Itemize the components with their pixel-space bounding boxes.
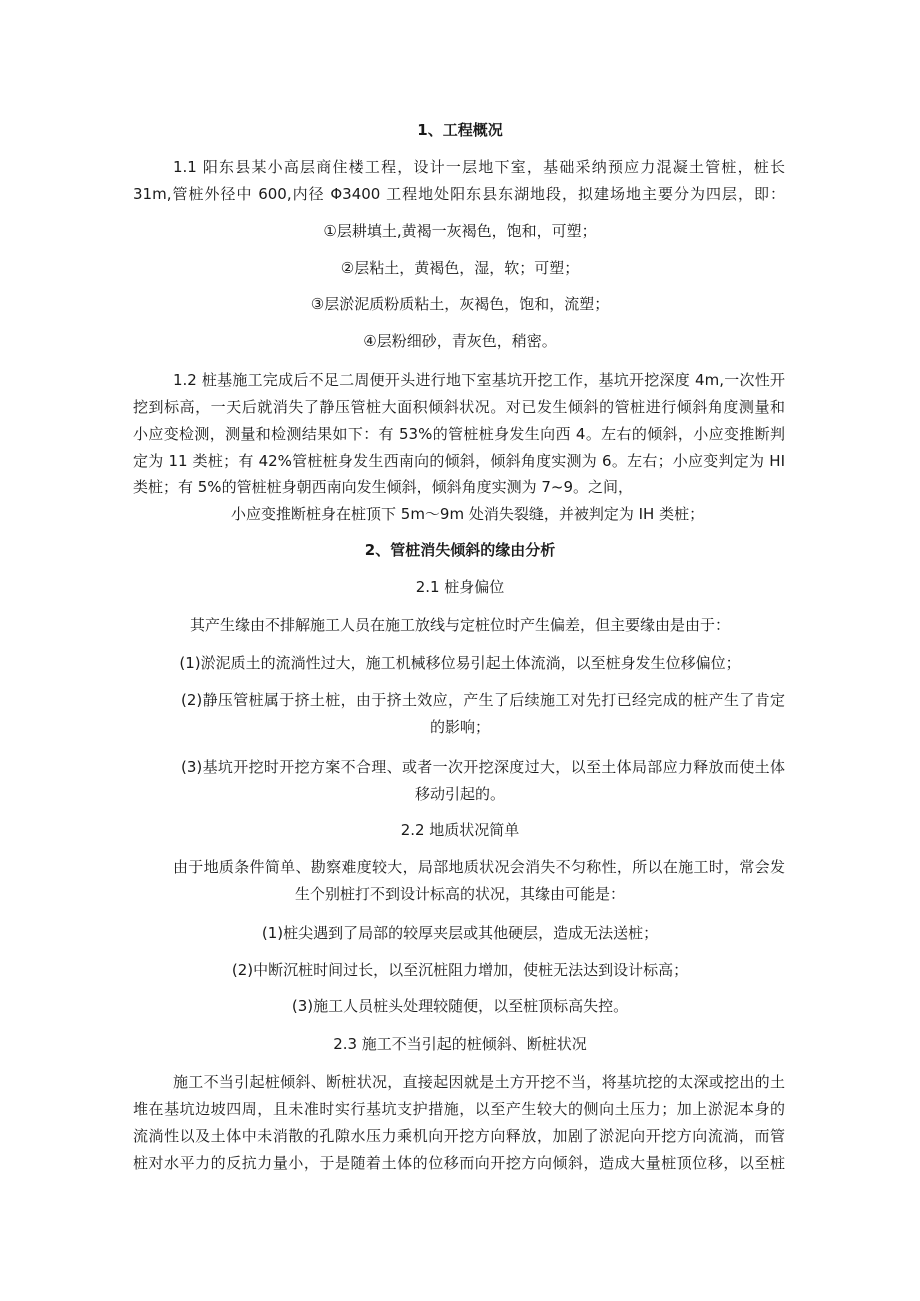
section-2-2-item-3: (3)施工人员桩头处理较随便，以至桩顶标高失控。 xyxy=(291,997,629,1015)
para-1-2-line-3: 小应变检测，测量和检测结果如下：有 53%的管桩桩身发生向西 4。左右的倾斜，小应变推断判 xyxy=(133,425,785,443)
section-2-3-line-1: 施工不当引起桩倾斜、断桩状况，直接起因就是土方开挖不当，将基坑挖的太深或挖出的土 xyxy=(173,1073,785,1091)
section-2-1-item-2-line-2: 的影响； xyxy=(429,718,490,736)
section-2-2-item-1: (1)桩尖遇到了局部的较厚夹层或其他硬层，造成无法送桩； xyxy=(261,924,659,942)
section-2-heading: 2、管桩消失倾斜的缘由分析 xyxy=(364,541,556,559)
section-2-3-line-3: 流淌性以及土体中未消散的孔隙水压力乘机向开挖方向释放，加剧了淤泥向开挖方向流淌，而管 xyxy=(133,1127,785,1145)
section-2-1-heading: 2.1 桩身偏位 xyxy=(415,578,505,596)
section-2-2-intro-line-1: 由于地质条件简单、勘察难度较大，局部地质状况会消失不匀称性，所以在施工时，常会发 xyxy=(173,858,785,876)
para-1-2-line-6: 小应变推断桩身在桩顶下 5m〜9m 处消失裂缝，并被判定为 IH 类桩； xyxy=(231,505,705,523)
section-2-2-heading: 2.2 地质状况简单 xyxy=(400,821,520,839)
soil-layer-1: ①层耕填土,黄褐一灰褐色，饱和，可塑； xyxy=(323,222,597,240)
para-1-1-line-1: 1.1 阳东县某小高层商住楼工程，设计一层地下室，基础采纳预应力混凝土管桩，桩长 xyxy=(173,158,785,176)
section-2-1-intro: 其产生缘由不排解施工人员在施工放线与定桩位时产生偏差，但主要缘由是由于： xyxy=(189,616,730,634)
section-2-3-heading: 2.3 施工不当引起的桩倾斜、断桩状况 xyxy=(333,1035,587,1053)
section-2-3-line-4: 桩对水平力的反抗力量小，于是随着土体的位移而向开挖方向倾斜，造成大量桩顶位移，以至桩 xyxy=(133,1154,785,1172)
section-2-1-item-3-line-1: (3)基坑开挖时开挖方案不合理、或者一次开挖深度过大，以至土体局部应力释放而使土体 xyxy=(181,758,785,776)
para-1-2-line-4: 定为 11 类桩；有 42%管桩桩身发生西南向的倾斜，倾斜角度实测为 6。左右；小应变判定为 HI xyxy=(133,452,785,470)
para-1-2-line-5: 类桩；有 5%的管桩桩身朝西南向发生倾斜，倾斜角度实测为 7~9。之间， xyxy=(133,478,633,496)
section-2-1-item-1: (1)淤泥质土的流淌性过大，施工机械移位易引起土体流淌，以至桩身发生位移偏位； xyxy=(179,654,741,672)
section-1-heading: 1、工程概况 xyxy=(417,121,503,139)
para-1-2-line-2: 挖到标高，一天后就消失了静压管桩大面积倾斜状况。对已发生倾斜的管桩进行倾斜角度测量和 xyxy=(133,398,785,416)
section-2-1-item-2-line-1: (2)静压管桩属于挤土桩，由于挤土效应，产生了后续施工对先打已经完成的桩产生了肯定 xyxy=(181,691,785,709)
para-1-2-line-1: 1.2 桩基施工完成后不足二周便开头进行地下室基坑开挖工作，基坑开挖深度 4m,一次性开 xyxy=(173,371,785,389)
section-2-1-item-3-line-2: 移动引起的。 xyxy=(414,785,505,803)
section-2-2-item-2: (2)中断沉桩时间过长，以至沉桩阻力增加，使桩无法达到设计标高； xyxy=(231,961,689,979)
section-2-2-intro-line-2: 生个别桩打不到设计标高的状况，其缘由可能是： xyxy=(294,885,625,903)
section-2-3-line-2: 堆在基坑边坡四周，且未准时实行基坑支护措施，以至产生较大的侧向土压力；加上淤泥本身的 xyxy=(133,1100,785,1118)
soil-layer-4: ④层粉细砂，青灰色，稍密。 xyxy=(363,332,557,350)
para-1-1-line-2: 31m,管桩外径中 600,内径 Φ3400 工程地处阳东县东湖地段，拟建场地主要分为四层，即： xyxy=(133,185,785,203)
soil-layer-3: ③层淤泥质粉质粘土，灰褐色，饱和，流塑； xyxy=(310,295,610,313)
soil-layer-2: ②层粘土，黄褐色，湿，软；可塑； xyxy=(340,259,580,277)
